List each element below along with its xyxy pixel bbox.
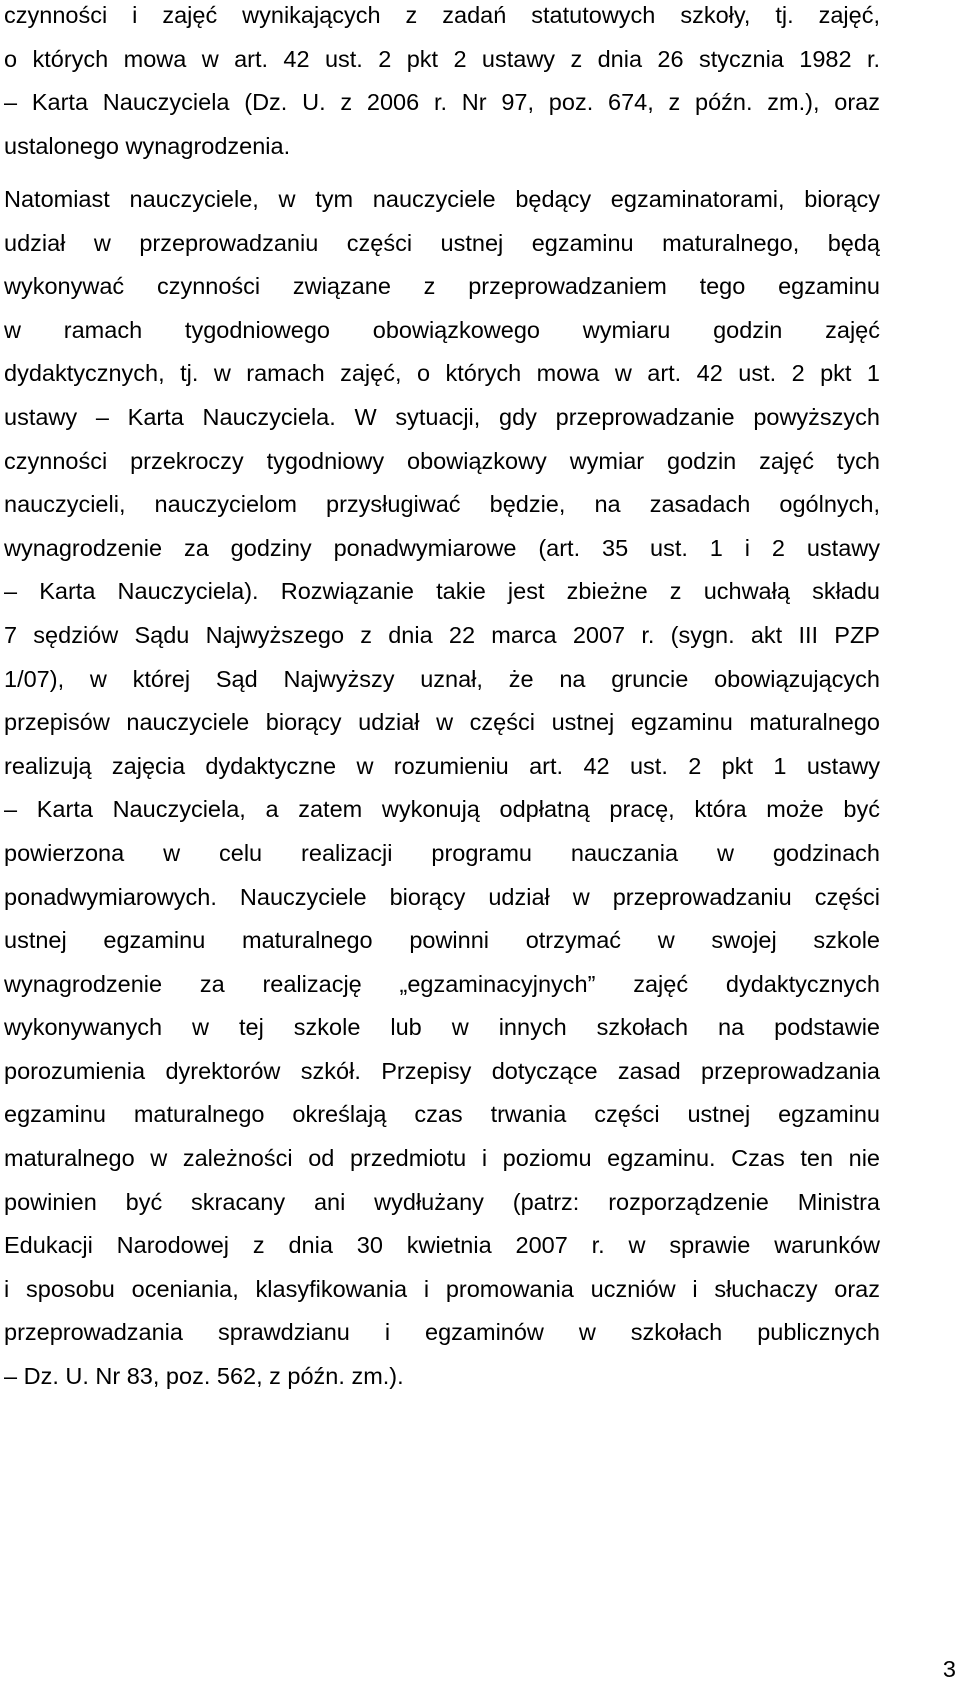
text-line: przepisów nauczyciele biorący udział w części ustnej egzaminu maturalnego xyxy=(4,709,880,736)
text-line: Natomiast nauczyciele, w tym nauczyciele będący egzaminatorami, biorący xyxy=(4,186,880,212)
text-line: – Karta Nauczyciela (Dz. U. z 2006 r. Nr 97, poz. 674, z późn. zm.), oraz xyxy=(4,89,880,116)
text-line: w ramach tygodniowego obowiązkowego wymiaru godzin zajęć xyxy=(4,316,880,343)
text-line: nauczycieli, nauczycielom przysługiwać będzie, na zasadach ogólnych, xyxy=(4,491,880,518)
paragraph-2 xyxy=(4,178,880,1399)
text-line: i sposobu oceniania, klasyfikowania i promowania uczniów i słuchaczy oraz xyxy=(4,1275,880,1302)
text-line: realizują zajęcia dydaktyczne w rozumieniu art. 42 ust. 2 pkt 1 ustawy xyxy=(4,752,880,779)
text-line: przeprowadzania sprawdzianu i egzaminów w szkołach publicznych xyxy=(4,1319,880,1346)
text-line: porozumienia dyrektorów szkół. Przepisy dotyczące zasad przeprowadzania xyxy=(4,1057,880,1084)
paragraph-1 xyxy=(4,0,880,168)
text-line: wynagrodzenie za godziny ponadwymiarowe (art. 35 ust. 1 i 2 ustawy xyxy=(4,534,880,561)
page-number: 3 xyxy=(942,1656,956,1682)
text-line: ustawy – Karta Nauczyciela. W sytuacji, gdy przeprowadzanie powyższych xyxy=(4,403,880,430)
text-line: powierzona w celu realizacji programu nauczania w godzinach xyxy=(4,839,880,866)
text-line: wykonywanych w tej szkole lub w innych szkołach na podstawie xyxy=(4,1014,880,1041)
text-line: 7 sędziów Sądu Najwyższego z dnia 22 marca 2007 r. (sygn. akt III PZP xyxy=(4,621,880,648)
text-line: egzaminu maturalnego określają czas trwania części ustnej egzaminu xyxy=(4,1101,880,1128)
text-line: o których mowa w art. 42 ust. 2 pkt 2 ustawy z dnia 26 stycznia 1982 r. xyxy=(4,45,880,72)
text-line: udział w przeprowadzaniu części ustnej egzaminu maturalnego, będą xyxy=(4,229,880,256)
text-line: – Karta Nauczyciela). Rozwiązanie takie jest zbieżne z uchwałą składu xyxy=(4,578,880,605)
text-line: 1/07), w której Sąd Najwyższy uznał, że na gruncie obowiązujących xyxy=(4,665,880,692)
text-line: ustalonego wynagrodzenia. xyxy=(4,132,291,159)
text-line: – Dz. U. Nr 83, poz. 562, z późn. zm.). xyxy=(4,1363,404,1390)
text-line: dydaktycznych, tj. w ramach zajęć, o których mowa w art. 42 ust. 2 pkt 1 xyxy=(4,360,880,387)
text-line: ustnej egzaminu maturalnego powinni otrzymać w swojej szkole xyxy=(4,927,880,954)
text-line: Edukacji Narodowej z dnia 30 kwietnia 2007 r. w sprawie warunków xyxy=(4,1232,880,1259)
text-line: maturalnego w zależności od przedmiotu i poziomu egzaminu. Czas ten nie xyxy=(4,1145,880,1172)
text-line: wynagrodzenie za realizację „egzaminacyjnych” zajęć dydaktycznych xyxy=(4,970,880,997)
text-line: wykonywać czynności związane z przeprowadzaniem tego egzaminu xyxy=(4,273,880,300)
text-line: powinien być skracany ani wydłużany (patrz: rozporządzenie Ministra xyxy=(4,1188,880,1215)
text-line: ponadwymiarowych. Nauczyciele biorący udział w przeprowadzaniu części xyxy=(4,883,880,910)
text-line: czynności przekroczy tygodniowy obowiązkowy wymiar godzin zajęć tych xyxy=(4,447,880,474)
text-line: – Karta Nauczyciela, a zatem wykonują odpłatną pracę, która może być xyxy=(4,796,880,823)
text-line: czynności i zajęć wynikających z zadań statutowych szkoły, tj. zajęć, xyxy=(4,2,880,28)
